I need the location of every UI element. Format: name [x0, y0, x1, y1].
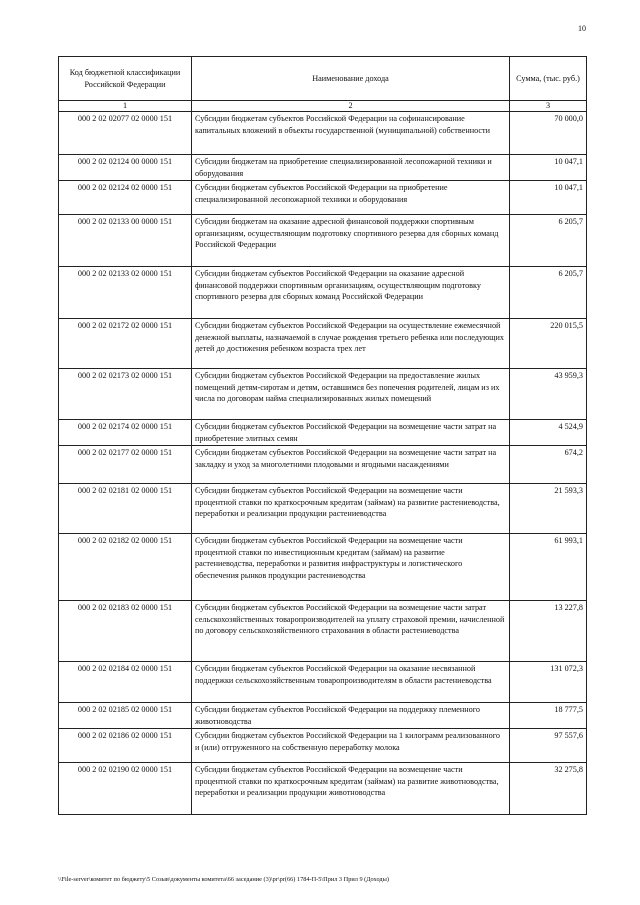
row-code: 000 2 02 02124 02 0000 151 [59, 181, 192, 215]
row-name: Субсидии бюджетам субъектов Российской Федерации на оказание адресной финансовой поддержки спортивным организациям, осуществляющим подготовку спортивного резерва для сборных команд Российской Федерации [192, 267, 510, 319]
table-row [59, 420, 587, 446]
row-code: 000 2 02 02185 02 0000 151 [59, 703, 192, 729]
table-row [59, 662, 587, 703]
column-number: 2 [192, 101, 510, 112]
row-code: 000 2 02 02186 02 0000 151 [59, 729, 192, 763]
row-code: 000 2 02 02172 02 0000 151 [59, 319, 192, 369]
row-amount: 10 047,1 [510, 155, 587, 181]
row-code: 000 2 02 02124 00 0000 151 [59, 155, 192, 181]
header-code: Код бюджетной классификации Российской Федерации [59, 57, 192, 101]
row-amount: 13 227,8 [510, 601, 587, 662]
row-code: 000 2 02 02133 02 0000 151 [59, 267, 192, 319]
row-name: Субсидии бюджетам субъектов Российской Федерации на возмещение части затрат на приобретение элитных семян [192, 420, 510, 446]
row-code: 000 2 02 02173 02 0000 151 [59, 369, 192, 420]
column-number-row [59, 101, 587, 112]
row-amount: 70 000,0 [510, 112, 587, 155]
row-code: 000 2 02 02181 02 0000 151 [59, 484, 192, 534]
header-amount: Сумма, (тыс. руб.) [510, 57, 587, 101]
row-amount: 674,2 [510, 446, 587, 484]
row-code: 000 2 02 02183 02 0000 151 [59, 601, 192, 662]
column-number: 1 [59, 101, 192, 112]
row-name: Субсидии бюджетам субъектов Российской Федерации на осуществление ежемесячной денежной выплаты, назначаемой в случае рождения третьего ребенка или последующих детей до достижения ребенком возраста трех лет [192, 319, 510, 369]
table-row [59, 703, 587, 729]
row-amount: 220 015,5 [510, 319, 587, 369]
header-name: Наименование дохода [192, 57, 510, 101]
row-code: 000 2 02 02182 02 0000 151 [59, 534, 192, 601]
revenue-table [58, 56, 587, 815]
row-name: Субсидии бюджетам на приобретение специализированной лесопожарной техники и оборудования [192, 155, 510, 181]
row-code: 000 2 02 02133 00 0000 151 [59, 215, 192, 267]
table-row [59, 369, 587, 420]
row-code: 000 2 02 02190 02 0000 151 [59, 763, 192, 815]
row-amount: 6 205,7 [510, 215, 587, 267]
row-name: Субсидии бюджетам субъектов Российской Федерации на приобретение специализированной лесопожарной техники и оборудования [192, 181, 510, 215]
table-row [59, 729, 587, 763]
row-amount: 43 959,3 [510, 369, 587, 420]
row-name: Субсидии бюджетам субъектов Российской Федерации на предоставление жилых помещений детям-сиротам и детям, оставшимся без попечения родителей, лицам из их числа по договорам найма специализированных жилых помещений [192, 369, 510, 420]
table-row [59, 601, 587, 662]
table-row [59, 319, 587, 369]
row-amount: 131 072,3 [510, 662, 587, 703]
row-name: Субсидии бюджетам субъектов Российской Федерации на возмещение части процентной ставки по краткосрочным кредитам (займам) на развитие растениеводства, переработки и реализации продукции растениеводства [192, 484, 510, 534]
row-amount: 32 275,8 [510, 763, 587, 815]
table-row [59, 112, 587, 155]
row-name: Субсидии бюджетам субъектов Российской Федерации на поддержку племенного животноводства [192, 703, 510, 729]
table-row [59, 484, 587, 534]
table-row [59, 534, 587, 601]
table-row [59, 267, 587, 319]
table-header-row [59, 57, 587, 101]
row-code: 000 2 02 02184 02 0000 151 [59, 662, 192, 703]
table-row [59, 155, 587, 181]
row-amount: 6 205,7 [510, 267, 587, 319]
row-amount: 21 593,3 [510, 484, 587, 534]
row-amount: 10 047,1 [510, 181, 587, 215]
row-code: 000 2 02 02177 02 0000 151 [59, 446, 192, 484]
row-code: 000 2 02 02174 02 0000 151 [59, 420, 192, 446]
page-number: 10 [578, 24, 586, 33]
table-row [59, 181, 587, 215]
row-name: Субсидии бюджетам субъектов Российской Федерации на 1 килограмм реализованного и (или) отгруженного на собственную переработку молока [192, 729, 510, 763]
table-row [59, 446, 587, 484]
row-name: Субсидии бюджетам субъектов Российской Федерации на возмещение части процентной ставки по краткосрочным кредитам (займам) на развитие животноводства, переработки и реализации продукции животноводства [192, 763, 510, 815]
row-name: Субсидии бюджетам субъектов Российской Федерации на возмещение части затрат на закладку и уход за многолетними плодовыми и ягодными насаждениями [192, 446, 510, 484]
row-name: Субсидии бюджетам субъектов Российской Федерации на оказание несвязанной поддержки сельскохозяйственным товаропроизводителям в области растениеводства [192, 662, 510, 703]
row-amount: 18 777,5 [510, 703, 587, 729]
file-path-footer: \\File-server\комитет по бюджету\5 Созыв\документы комитета\66 заседание (3)\pr\pr(66) 1784-П-5\Прил 3 Прил 9 (Доходы) [58, 876, 389, 883]
row-amount: 61 993,1 [510, 534, 587, 601]
row-code: 000 2 02 02077 02 0000 151 [59, 112, 192, 155]
row-name: Субсидии бюджетам субъектов Российской Федерации на софинансирование капитальных вложений в объекты государственной (муниципальной) собственности [192, 112, 510, 155]
column-number: 3 [510, 101, 587, 112]
row-name: Субсидии бюджетам субъектов Российской Федерации на возмещение части процентной ставки по инвестиционным кредитам (займам) на развитие растениеводства, переработки и развития инфраструктуры и логистического обеспечения рынков продукции растениеводства [192, 534, 510, 601]
row-name: Субсидии бюджетам субъектов Российской Федерации на возмещение части затрат сельскохозяйственных товаропроизводителей на уплату страховой премии, начисленной по договору сельскохозяйственного страхования в области растениеводства [192, 601, 510, 662]
row-amount: 4 524,9 [510, 420, 587, 446]
table-row [59, 763, 587, 815]
row-name: Субсидии бюджетам на оказание адресной финансовой поддержки спортивным организациям, осуществляющим подготовку спортивного резерва для сборных команд Российской Федерации [192, 215, 510, 267]
table-row [59, 215, 587, 267]
row-amount: 97 557,6 [510, 729, 587, 763]
